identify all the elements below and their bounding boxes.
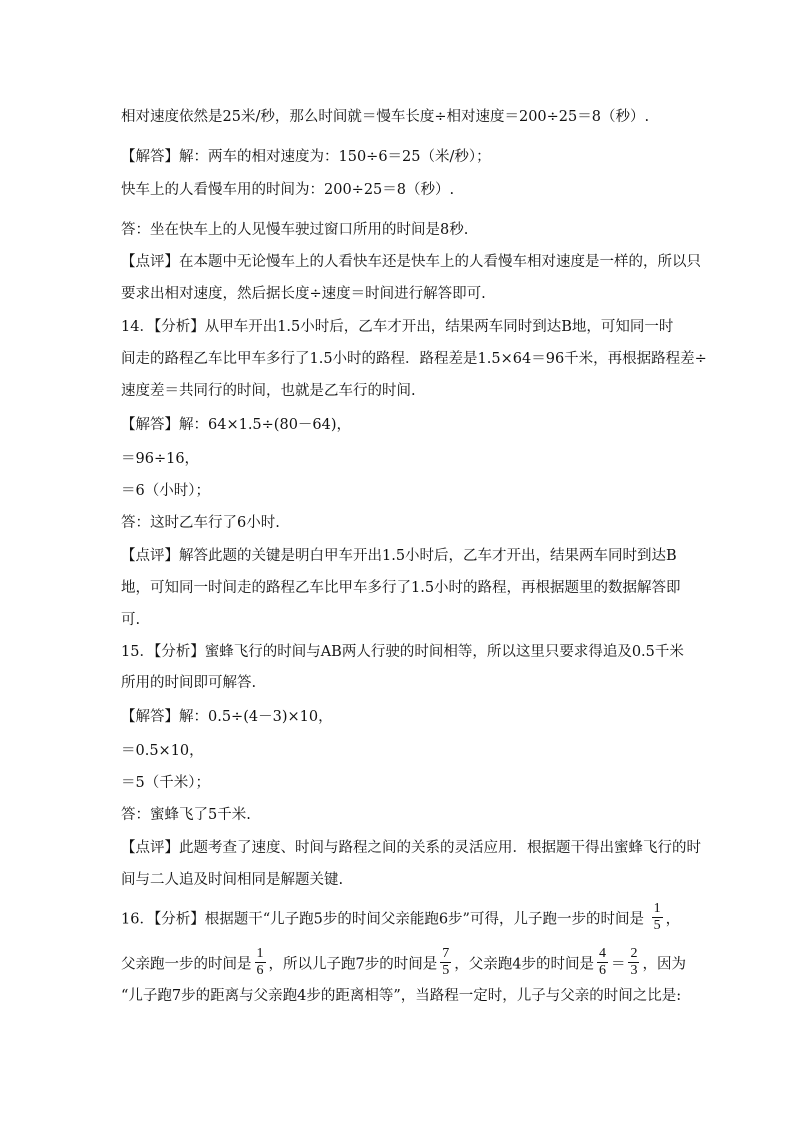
text-line: 15．【分析】蜜蜂飞行的时间与AB两人行驶的时间相等，所以这里只要求得追及0.5千米 xyxy=(121,644,684,660)
fraction xyxy=(440,946,451,979)
fraction xyxy=(652,901,663,934)
text-run: ＝ xyxy=(610,956,626,973)
text-run: ，父亲跑4步的时间是 xyxy=(454,956,594,973)
fraction-numerator: 1 xyxy=(256,946,264,961)
fraction xyxy=(597,946,608,979)
text-line: 【点评】在本题中无论慢车上的人看快车还是快车上的人看慢车相对速度是一样的，所以只 xyxy=(121,254,701,270)
text-run: ，所以儿子跑7步的时间是 xyxy=(268,956,438,973)
text-line: ＝5（千米）； xyxy=(121,775,210,791)
text-line: 间走的路程乙车比甲车多行了1.5小时的路程．路程差是1.5×64＝96千米，再根据路程差÷ xyxy=(121,351,707,367)
fraction xyxy=(255,946,266,979)
text-line: ＝0.5×10， xyxy=(121,743,204,759)
text-line: 可. xyxy=(121,612,141,628)
text-run: 16．【分析】根据题干“儿子跑5步的时间父亲能跑6步”可得，儿子跑一步的时间是 xyxy=(121,911,644,928)
fraction-denominator: 5 xyxy=(653,918,661,933)
text-run: ， xyxy=(665,911,681,928)
fraction-denominator: 5 xyxy=(442,963,450,978)
text-line: 【点评】此题考查了速度、时间与路程之间的关系的灵活应用．根据题干得出蜜蜂飞行的时 xyxy=(121,840,701,856)
fraction-numerator: 1 xyxy=(653,901,661,916)
text-line: ＝96÷16， xyxy=(121,451,200,467)
fraction-denominator: 6 xyxy=(598,963,606,978)
text-line: 地，可知同一时间走的路程乙车比甲车多行了1.5小时的路程，再根据题里的数据解答即 xyxy=(121,580,681,596)
fraction-numerator: 4 xyxy=(598,946,606,961)
text-line: 14．【分析】从甲车开出1.5小时后，乙车才开出，结果两车同时到达B地，可知同一时 xyxy=(121,319,674,335)
text-run: 父亲跑一步的时间是 xyxy=(121,956,252,973)
text-line: 答：坐在快车上的人见慢车驶过窗口所用的时间是8秒. xyxy=(121,222,469,238)
text-line: 要求出相对速度，然后据长度÷速度＝时间进行解答即可. xyxy=(121,286,486,302)
fraction-numerator: 7 xyxy=(442,946,450,961)
text-line: 答：蜜蜂飞了5千米. xyxy=(121,807,251,823)
text-line: 【解答】解：64×1.5÷(80－64)， xyxy=(121,417,352,433)
fraction-denominator: 6 xyxy=(256,963,264,978)
fraction xyxy=(628,946,639,979)
text-line: “儿子跑7步的距离与父亲跑4步的距离相等”，当路程一定时，儿子与父亲的时间之比是: xyxy=(121,988,682,1004)
text-line: 答：这时乙车行了6小时. xyxy=(121,515,280,531)
fraction-denominator: 3 xyxy=(630,963,638,978)
fraction-numerator: 2 xyxy=(630,946,638,961)
text-line: 【解答】解：0.5÷(4－3)×10， xyxy=(121,709,333,725)
text-line: 【点评】解答此题的关键是明白甲车开出1.5小时后，乙车才开出，结果两车同时到达B xyxy=(121,548,677,564)
text-line: ＝6（小时）； xyxy=(121,483,210,499)
text-run: ，因为 xyxy=(642,956,686,973)
text-line xyxy=(121,903,680,936)
text-line: 间与二人追及时间相同是解题关键. xyxy=(121,872,344,888)
text-line: 快车上的人看慢车用的时间为：200÷25＝8（秒）. xyxy=(121,182,455,198)
text-line: 相对速度依然是25米/秒，那么时间就＝慢车长度÷相对速度＝200÷25＝8（秒）. xyxy=(121,109,650,125)
text-line: 所用的时间即可解答. xyxy=(121,675,257,691)
text-line: 【解答】解：两车的相对速度为：150÷6＝25（米/秒）； xyxy=(121,149,491,165)
text-line xyxy=(121,948,686,981)
text-line: 速度差＝共同行的时间，也就是乙车行的时间. xyxy=(121,383,416,399)
